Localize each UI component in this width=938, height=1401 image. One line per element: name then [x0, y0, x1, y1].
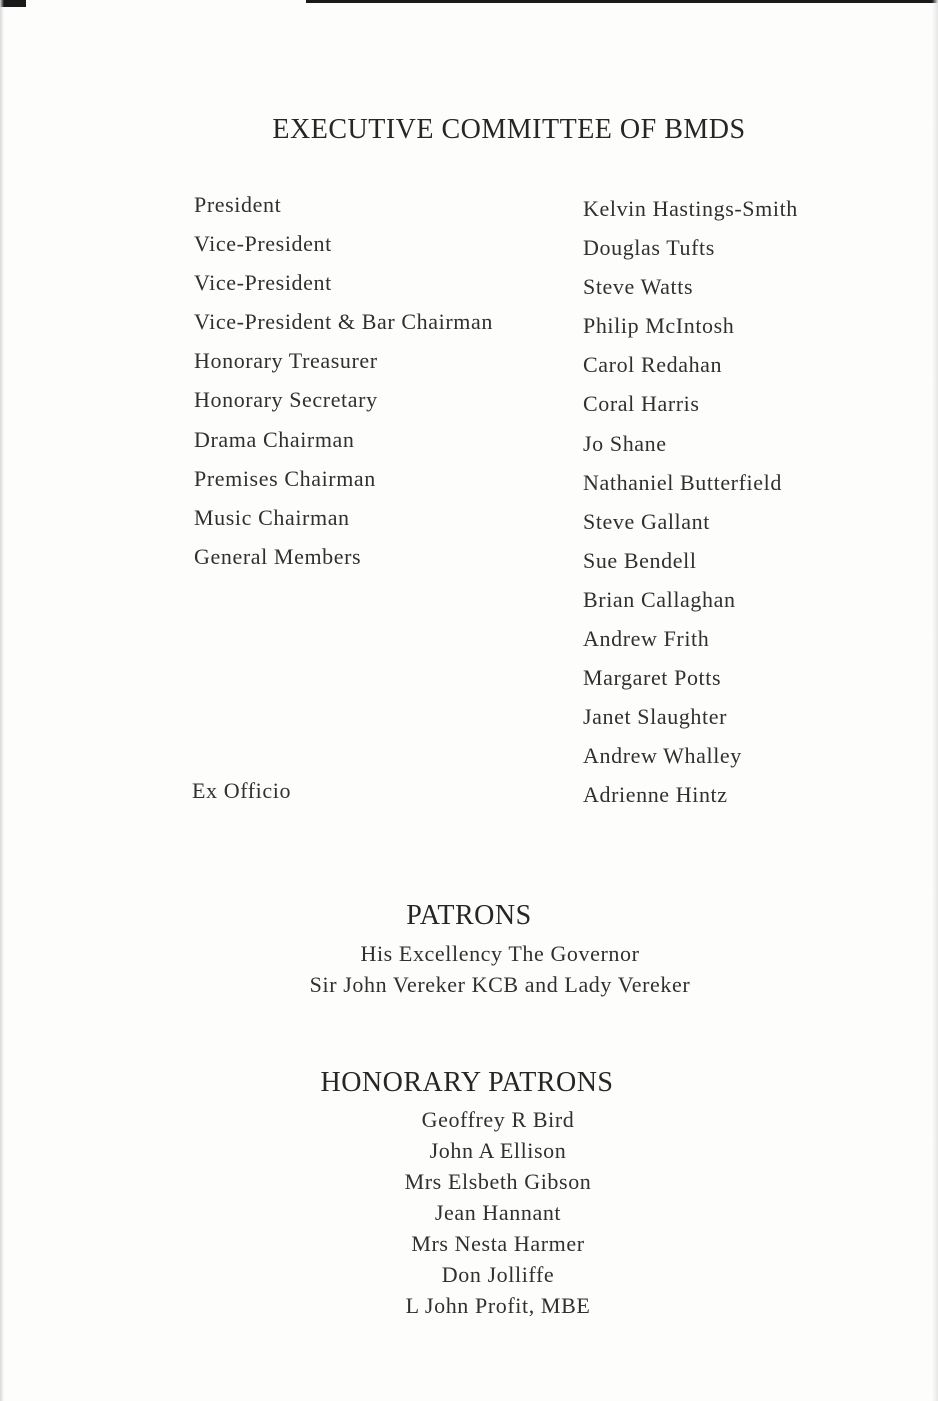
- scan-top-rule: [306, 0, 938, 3]
- honorary-patron-name: John A Ellison: [429, 1138, 567, 1163]
- member-name: Sue Bendell: [583, 547, 697, 573]
- member-name: Andrew Whalley: [583, 743, 742, 769]
- member-name: Douglas Tufts: [583, 235, 715, 261]
- honorary-patrons-list: [0, 1104, 938, 1321]
- member-name: Margaret Potts: [583, 665, 722, 691]
- patrons-list: [0, 938, 938, 1000]
- role-general-members: General Members: [194, 543, 362, 569]
- roles-column: [194, 188, 564, 579]
- role-vice-president-bar-chairman: Vice-President & Bar Chairman: [194, 309, 493, 335]
- role-music-chairman: Music Chairman: [194, 504, 350, 530]
- executive-committee-title: EXECUTIVE COMMITTEE OF BMDS: [272, 114, 746, 145]
- member-name: Janet Slaughter: [583, 704, 728, 730]
- honorary-patron-name: Don Jolliffe: [441, 1262, 555, 1287]
- honorary-patrons-title: HONORARY PATRONS: [320, 1067, 614, 1098]
- member-name: Nathaniel Butterfield: [583, 469, 782, 495]
- member-name: Coral Harris: [583, 391, 700, 417]
- role-premises-chairman: Premises Chairman: [194, 465, 376, 491]
- role-honorary-treasurer: Honorary Treasurer: [194, 348, 378, 374]
- member-name: Philip McIntosh: [583, 313, 735, 339]
- role-vice-president-2: Vice-President: [194, 270, 332, 296]
- role-drama-chairman: Drama Chairman: [194, 426, 355, 452]
- role-ex-officio: Ex Officio: [192, 778, 292, 803]
- member-name: Jo Shane: [583, 430, 667, 456]
- honorary-patron-name: Mrs Elsbeth Gibson: [404, 1169, 592, 1194]
- honorary-patron-name: Jean Hannant: [434, 1200, 562, 1225]
- honorary-patron-name: Mrs Nesta Harmer: [411, 1231, 585, 1256]
- role-president: President: [194, 192, 282, 217]
- patrons-title: PATRONS: [406, 900, 532, 931]
- honorary-patron-name: Geoffrey R Bird: [421, 1107, 575, 1132]
- role-vice-president-1: Vice-President: [194, 231, 332, 257]
- member-name: Carol Redahan: [583, 352, 723, 378]
- role-honorary-secretary: Honorary Secretary: [194, 387, 378, 413]
- patron-line: Sir John Vereker KCB and Lady Vereker: [309, 972, 691, 997]
- member-name: Steve Watts: [583, 274, 694, 300]
- member-name: Brian Callaghan: [583, 586, 736, 612]
- honorary-patron-name: L John Profit, MBE: [405, 1293, 591, 1318]
- member-name: Steve Gallant: [583, 508, 710, 534]
- patron-line: His Excellency The Governor: [360, 941, 640, 966]
- member-name: Adrienne Hintz: [583, 782, 728, 808]
- names-column: [583, 192, 903, 818]
- member-name: Kelvin Hastings-Smith: [583, 196, 798, 221]
- member-name: Andrew Frith: [583, 626, 710, 652]
